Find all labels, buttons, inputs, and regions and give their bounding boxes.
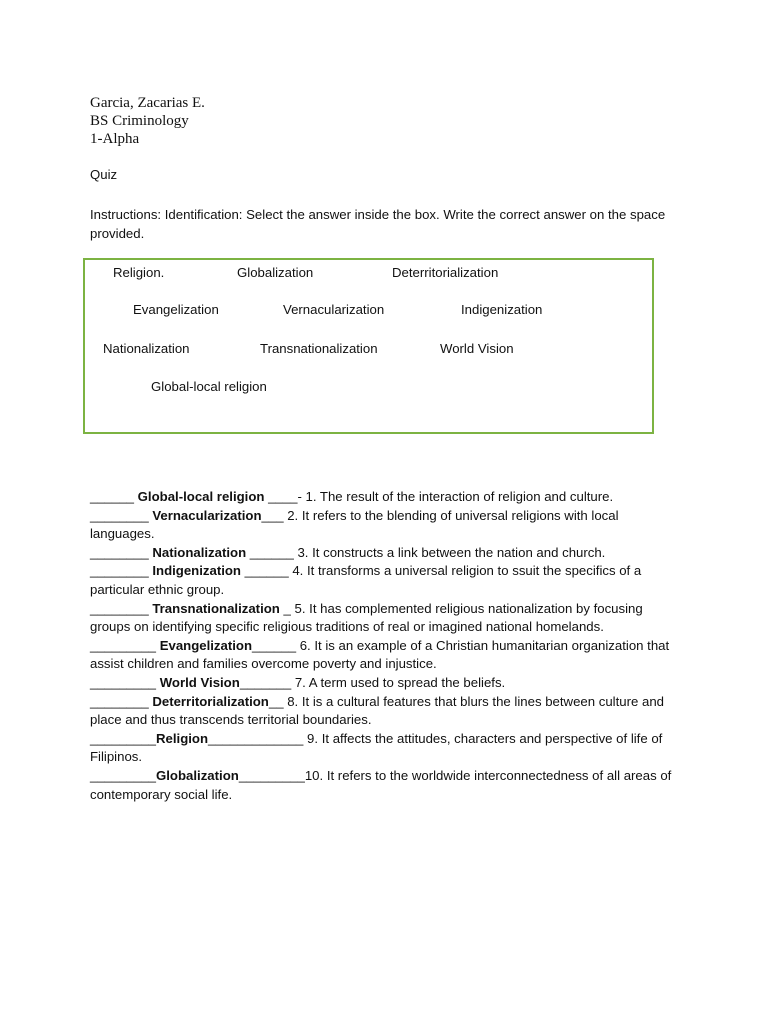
question-item [90, 674, 680, 693]
answer-blank-prefix: _________ [90, 637, 160, 653]
question-item [90, 767, 680, 804]
student-section: 1-Alpha [90, 131, 140, 147]
question-text: ____- 1. The result of the interaction of religion and culture. [264, 489, 614, 504]
answer-blank-prefix: _________ [90, 767, 157, 783]
quiz-title: Quiz [90, 167, 118, 182]
written-answer: Religion [156, 730, 209, 746]
question-text: _________10. It refers to the worldwide interconnectedness of all areas of contemporary social life. [90, 767, 672, 802]
answer-blank-prefix: ________ [90, 507, 153, 523]
answer-choice-nationalization: Nationalization [103, 341, 190, 356]
instructions: Instructions: Identification: Select the answer inside the box. Write the correct answer on the space provided. [90, 207, 666, 241]
written-answer: Global-local religion [137, 489, 265, 504]
answer-choice-vernacularization: Vernacularization [283, 302, 385, 317]
answer-blank-prefix: _________ [90, 674, 160, 690]
question-text: ______ 3. It constructs a link between the nation and church. [246, 544, 606, 560]
question-text: _____________ 9. It affects the attitudes, characters and perspective of life of Filipinos. [90, 730, 663, 765]
question-list [90, 488, 680, 804]
answer-choice-globalization: Globalization [237, 265, 314, 280]
answer-blank-prefix: _________ [90, 730, 157, 746]
student-name: Garcia, Zacarias E. [90, 95, 205, 111]
question-text: __ 8. It is a cultural features that blurs the lines between culture and place and thus transcends territorial boundaries. [90, 693, 664, 728]
question-item [90, 562, 680, 599]
answer-blank-prefix: ________ [90, 563, 153, 579]
question-item [90, 544, 680, 563]
written-answer: Vernacularization [152, 507, 262, 523]
written-answer: Nationalization [152, 544, 247, 560]
student-course: BS Criminology [90, 113, 189, 129]
question-item [90, 488, 680, 507]
student-header [90, 94, 205, 148]
question-text: ______ 4. It transforms a universal religion to ssuit the specifics of a particular ethnic group. [90, 563, 642, 597]
answer-blank-prefix: ________ [90, 600, 153, 616]
question-text: _ 5. It has complemented religious nationalization by focusing groups on identifying specific religious traditions of real or imagined national homelands. [90, 600, 643, 635]
answer-choice-transnationalization: Transnationalization [260, 341, 378, 356]
answer-blank-prefix: ______ [90, 489, 138, 504]
answer-blank-prefix: ________ [90, 544, 153, 560]
question-item [90, 637, 680, 674]
written-answer: Evangelization [159, 637, 253, 653]
question-text: _______ 7. A term used to spread the beliefs. [239, 674, 506, 690]
written-answer: Indigenization [152, 563, 241, 579]
answer-blank-prefix: ________ [90, 693, 153, 709]
answer-choice-world-vision: World Vision [440, 341, 514, 356]
answer-choice-deterritorialization: Deterritorialization [392, 265, 499, 280]
written-answer: Globalization [156, 767, 239, 783]
written-answer: World Vision [159, 674, 240, 690]
question-item [90, 693, 680, 730]
written-answer: Deterritorialization [152, 693, 269, 709]
question-item [90, 600, 680, 637]
answer-choice-global-local-religion: Global-local religion [151, 379, 267, 394]
answer-choice-religion: Religion. [113, 265, 165, 280]
question-text: ______ 6. It is an example of a Christian humanitarian organization that assist children and families overcome poverty and injustice. [90, 637, 670, 672]
written-answer: Transnationalization [152, 600, 280, 616]
question-item [90, 730, 680, 767]
answer-choice-evangelization: Evangelization [133, 302, 219, 317]
question-text: ___ 2. It refers to the blending of universal religions with local languages. [90, 507, 619, 542]
answer-choice-indigenization: Indigenization [461, 302, 543, 317]
question-item [90, 507, 680, 544]
